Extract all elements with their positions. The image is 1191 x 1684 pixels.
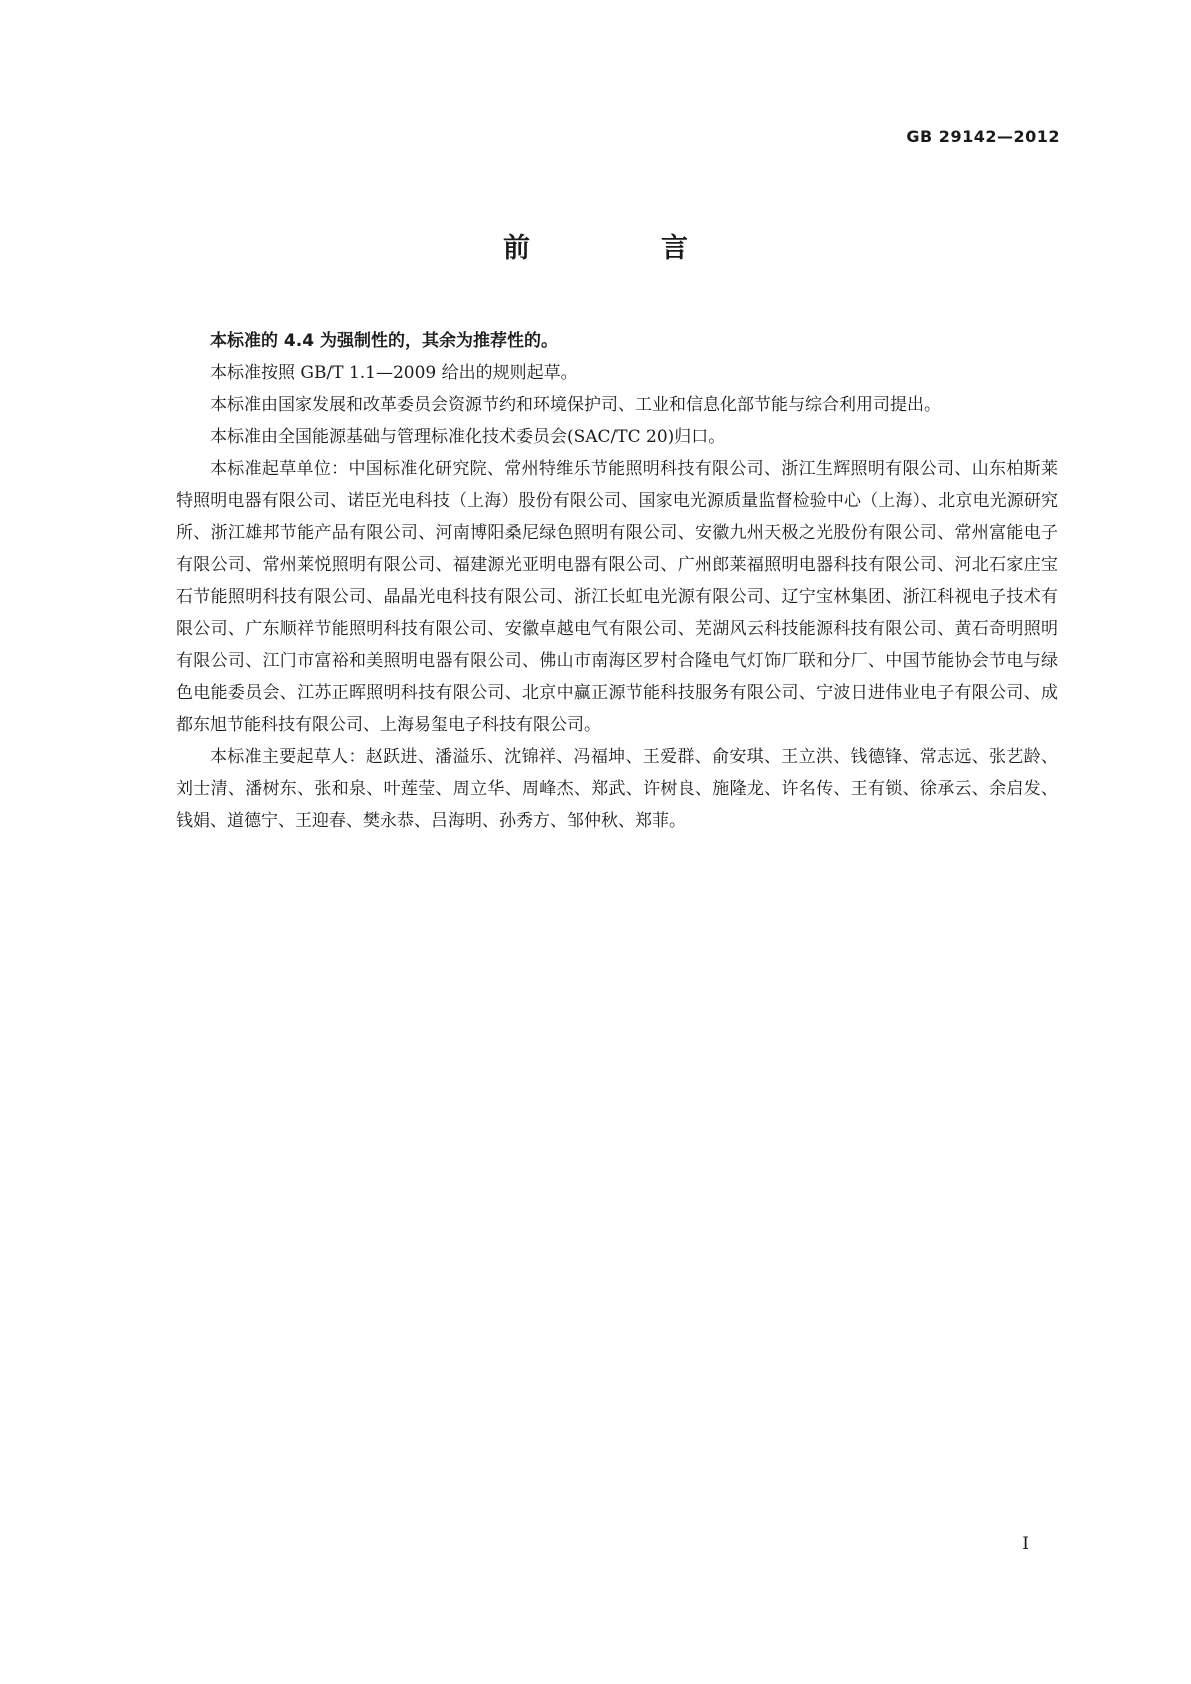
paragraph-administered-by: 本标准由全国能源基础与管理标准化技术委员会(SAC/TC 20)归口。	[210, 427, 726, 447]
paragraph-mandatory-clause: 本标准的 4.4 为强制性的，其余为推荐性的。	[210, 331, 558, 351]
paragraph-drafting-units: 本标准起草单位：中国标准化研究院、常州特维乐节能照明科技有限公司、浙江生辉照明有限公司、山东柏斯莱特照明电器有限公司、诺臣光电科技（上海）股份有限公司、国家电光源质量监督检验中心（上海）、北京电光源研究所、浙江雄邦节能产品有限公司、河南博阳桑尼绿色照明有限公司、安徽九州天极之光股份有限公司、常州富能电子有限公司、常州莱悦照明有限公司、福建源光亚明电器有限公司、广州郎莱福照明电器科技有限公司、河北石家庄宝石节能照明科技有限公司、晶晶光电科技有限公司、浙江长虹电光源有限公司、辽宁宝林集团、浙江科视电子技术有限公司、广东顺祥节能照明科技有限公司、安徽卓越电气有限公司、芜湖风云科技能源科技有限公司、黄石奇明照明有限公司、江门市富裕和美照明电器有限公司、佛山市南海区罗村合隆电气灯饰厂联和分厂、中国节能协会节电与绿色电能委员会、江苏正晖照明科技有限公司、北京中赢正源节能科技服务有限公司、宁波日进伟业电子有限公司、成都东旭节能科技有限公司、上海易玺电子科技有限公司。	[176, 459, 1058, 735]
page-number: I	[1022, 1534, 1029, 1554]
paragraph-drafting-rules: 本标准按照 GB/T 1.1—2009 给出的规则起草。	[210, 363, 578, 383]
paragraph-main-drafters: 本标准主要起草人：赵跃进、潘溢乐、沈锦祥、冯福坤、王爱群、俞安琪、王立洪、钱德锋、常志远、张艺龄、刘士清、潘树东、张和泉、叶莲莹、周立华、周峰杰、郑武、许树良、施隆龙、许名传、王有锁、徐承云、余启发、钱娟、道德宁、王迎春、樊永恭、吕海明、孙秀方、邹仲秋、郑菲。	[176, 747, 1058, 831]
foreword-body	[176, 325, 1058, 837]
page-title: 前 言	[503, 233, 740, 264]
standard-number: GB 29142—2012	[906, 127, 1060, 146]
paragraph-proposed-by: 本标准由国家发展和改革委员会资源节约和环境保护司、工业和信息化部节能与综合利用司提出。	[210, 395, 941, 415]
